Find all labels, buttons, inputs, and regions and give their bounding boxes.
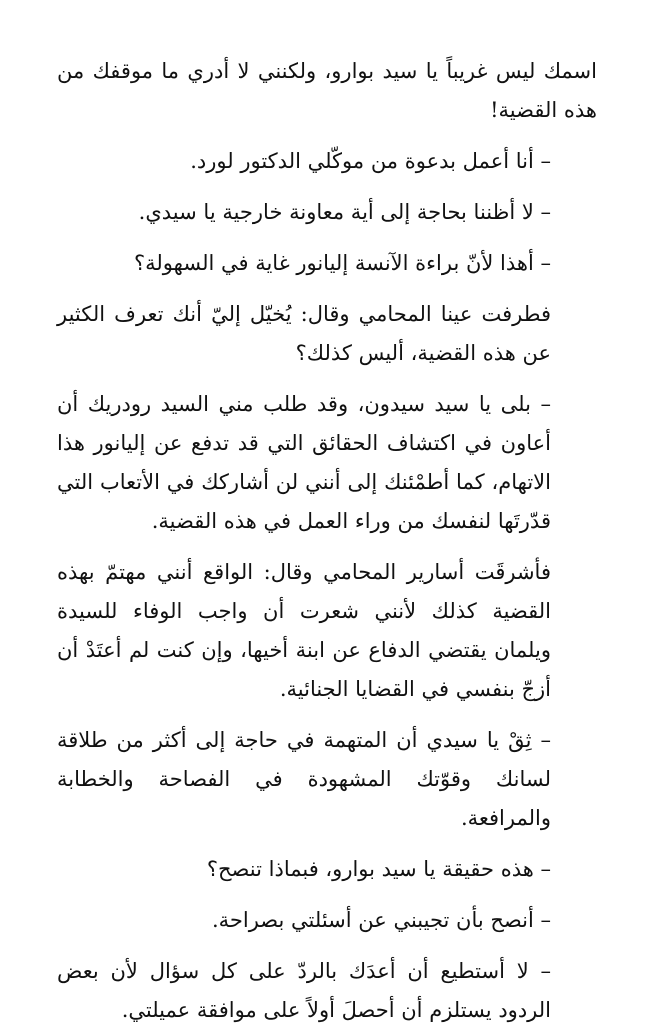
paragraph-1: اسمك ليس غريباً يا سيد بوارو، ولكنني لا أدري ما موقفك من هذه القضية! bbox=[57, 59, 597, 122]
paragraph-8: – ثِقْ يا سيدي أن المتهمة في حاجة إلى أكثر من طلاقة لسانك وقوّتك المشهودة في الفصاحة والخطابة والمرافعة. bbox=[57, 728, 551, 830]
paragraph-5: فطرفت عينا المحامي وقال: يُخيّل إليّ أنك تعرف الكثير عن هذه القضية، أليس كذلك؟ bbox=[57, 302, 551, 365]
paragraph-11: – لا أستطيع أن أعدَك بالردّ على كل سؤال لأن بعض الردود يستلزم أن أحصلَ أولاً على موافقة عميلتي. bbox=[57, 959, 551, 1022]
paragraph-3: – لا أظننا بحاجة إلى أية معاونة خارجية يا سيدي. bbox=[138, 200, 551, 224]
book-page bbox=[57, 52, 597, 1030]
paragraph-7: فأشرقَت أسارير المحامي وقال: الواقع أنني مهتمّ بهذه القضية كذلك لأنني شعرت أن واجب الوفاء للسيدة ويلمان يقتضي الدفاع عن ابنة أخيها، وإن كنت لم أعتَدْ أن أزجّ بنفسي في القضايا الجنائية. bbox=[57, 560, 551, 701]
paragraph-10: – أنصح بأن تجيبني عن أسئلتي بصراحة. bbox=[211, 908, 551, 932]
paragraph-2: – أنا أعمل بدعوة من موكّلي الدكتور لورد. bbox=[190, 149, 551, 173]
paragraph-4: – أهذا لأنّ براءة الآنسة إليانور غاية في السهولة؟ bbox=[134, 251, 551, 275]
paragraph-6: – بلى يا سيد سيدون، وقد طلب مني السيد رودريك أن أعاون في اكتشاف الحقائق التي قد تدفع عن إليانور هذا الاتهام، كما أطمْئنك إلى أنني لن أشاركك في الأتعاب التي قدّرتَها لنفسك من وراء العمل في هذه القضية. bbox=[57, 392, 551, 533]
paragraph-9: – هذه حقيقة يا سيد بوارو، فبماذا تنصح؟ bbox=[206, 857, 551, 881]
